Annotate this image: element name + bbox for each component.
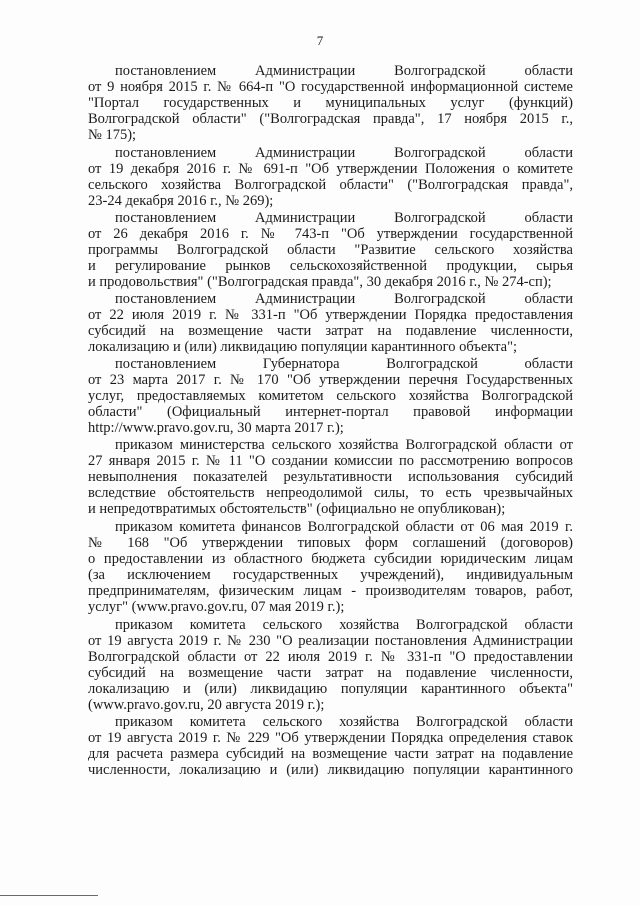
text-line: Волгоградской области от 22 июля 2019 г. № 331-п "О предоставлении bbox=[88, 649, 573, 665]
text-line: услуг" (www.pravo.gov.ru, 07 мая 2019 г.); bbox=[88, 599, 345, 615]
text-line: области" (Официальный интернет-портал правовой информации bbox=[88, 404, 573, 420]
text-line: http://www.pravo.gov.ru, 30 марта 2017 г.); bbox=[88, 420, 344, 436]
text-line: численности, локализацию и (или) ликвидацию популяции карантинного bbox=[88, 762, 573, 778]
text-line: (www.pravo.gov.ru, 20 августа 2019 г.); bbox=[88, 697, 325, 713]
paragraph bbox=[88, 437, 573, 517]
text-line: невыполнения показателей результативности использования субсидий bbox=[88, 469, 573, 485]
paragraph bbox=[88, 356, 573, 436]
paragraph bbox=[88, 210, 573, 290]
text-line: от 19 августа 2019 г. № 229 "Об утверждении Порядка определения ставок bbox=[88, 730, 573, 746]
text-line: от 9 ноября 2015 г. № 664-п "О государственной информационной системе bbox=[88, 79, 573, 95]
text-line: предпринимателям, физическим лицам - производителям товаров, работ, bbox=[88, 583, 573, 599]
text-line: постановлением Администрации Волгоградской области bbox=[115, 63, 573, 79]
text-line: постановлением Администрации Волгоградской области bbox=[115, 145, 573, 161]
text-line: Волгоградской области" ("Волгоградская правда", 17 ноября 2015 г., bbox=[88, 111, 573, 127]
text-line: локализацию и (или) ликвидацию популяции карантинного объекта" bbox=[88, 681, 573, 697]
text-line: "Портал государственных и муниципальных услуг (функций) bbox=[88, 95, 573, 111]
page-number: 7 bbox=[316, 33, 324, 48]
text-line: услуг, предоставляемых комитетом сельского хозяйства Волгоградской bbox=[88, 388, 573, 404]
text-line: приказом комитета сельского хозяйства Волгоградской области bbox=[115, 714, 573, 730]
text-line: 27 января 2015 г. № 11 "О создании комиссии по рассмотрению вопросов bbox=[88, 453, 573, 469]
text-line: приказом министерства сельского хозяйства Волгоградской области от bbox=[115, 437, 573, 453]
paragraph bbox=[88, 291, 573, 355]
text-line: постановлением Администрации Волгоградской области bbox=[115, 210, 573, 226]
text-line: локализацию и (или) ликвидацию популяции карантинного объекта"; bbox=[88, 339, 518, 355]
text-line: и продовольствия" ("Волгоградская правда", 30 декабря 2016 г., № 274-сп); bbox=[88, 274, 552, 290]
text-line: субсидий на возмещение части затрат на подавление численности, bbox=[88, 665, 573, 681]
text-line: сельского хозяйства Волгоградской области" ("Волгоградская правда", bbox=[88, 177, 573, 193]
text-line: приказом комитета финансов Волгоградской области от 06 мая 2019 г. bbox=[115, 519, 573, 535]
text-line: от 26 декабря 2016 г. № 743-п "Об утверждении государственной bbox=[88, 226, 573, 242]
text-line: приказом комитета сельского хозяйства Волгоградской области bbox=[115, 617, 573, 633]
text-line: (за исключением государственных учреждений), индивидуальным bbox=[88, 567, 573, 583]
document-body bbox=[88, 63, 573, 778]
text-line: от 19 декабря 2016 г. № 691-п "Об утверждении Положения о комитете bbox=[88, 161, 573, 177]
text-line: постановлением Администрации Волгоградской области bbox=[115, 291, 573, 307]
text-line: № 175); bbox=[88, 127, 137, 143]
text-line: от 22 июля 2019 г. № 331-п "Об утверждении Порядка предоставления bbox=[88, 307, 573, 323]
paragraph bbox=[88, 519, 573, 615]
text-line: о предоставлении из областного бюджета субсидии юридическим лицам bbox=[88, 551, 573, 567]
paragraph bbox=[88, 714, 573, 778]
text-line: программы Волгоградской области "Развитие сельского хозяйства bbox=[88, 242, 573, 258]
paragraph bbox=[88, 145, 573, 209]
text-line: от 23 марта 2017 г. № 170 "Об утверждении перечня Государственных bbox=[88, 372, 573, 388]
text-line: субсидий на возмещение части затрат на подавление численности, bbox=[88, 323, 573, 339]
text-line: и регулирование рынков сельскохозяйственной продукции, сырья bbox=[88, 258, 573, 274]
footnote-separator bbox=[0, 895, 98, 896]
text-line: для расчета размера субсидий на возмещение части затрат на подавление bbox=[88, 746, 573, 762]
paragraph bbox=[88, 63, 573, 143]
paragraph bbox=[88, 617, 573, 713]
text-line: постановлением Губернатора Волгоградской области bbox=[115, 356, 573, 372]
text-line: и непредотвратимых обстоятельств" (официально не опубликован); bbox=[88, 501, 506, 517]
text-line: вследствие обстоятельств непреодолимой силы, то есть чрезвычайных bbox=[88, 485, 573, 501]
text-line: от 19 августа 2019 г. № 230 "О реализации постановления Администрации bbox=[88, 633, 573, 649]
text-line: 23-24 декабря 2016 г., № 269); bbox=[88, 193, 274, 209]
text-line: № 168 "Об утверждении типовых форм соглашений (договоров) bbox=[88, 535, 573, 551]
